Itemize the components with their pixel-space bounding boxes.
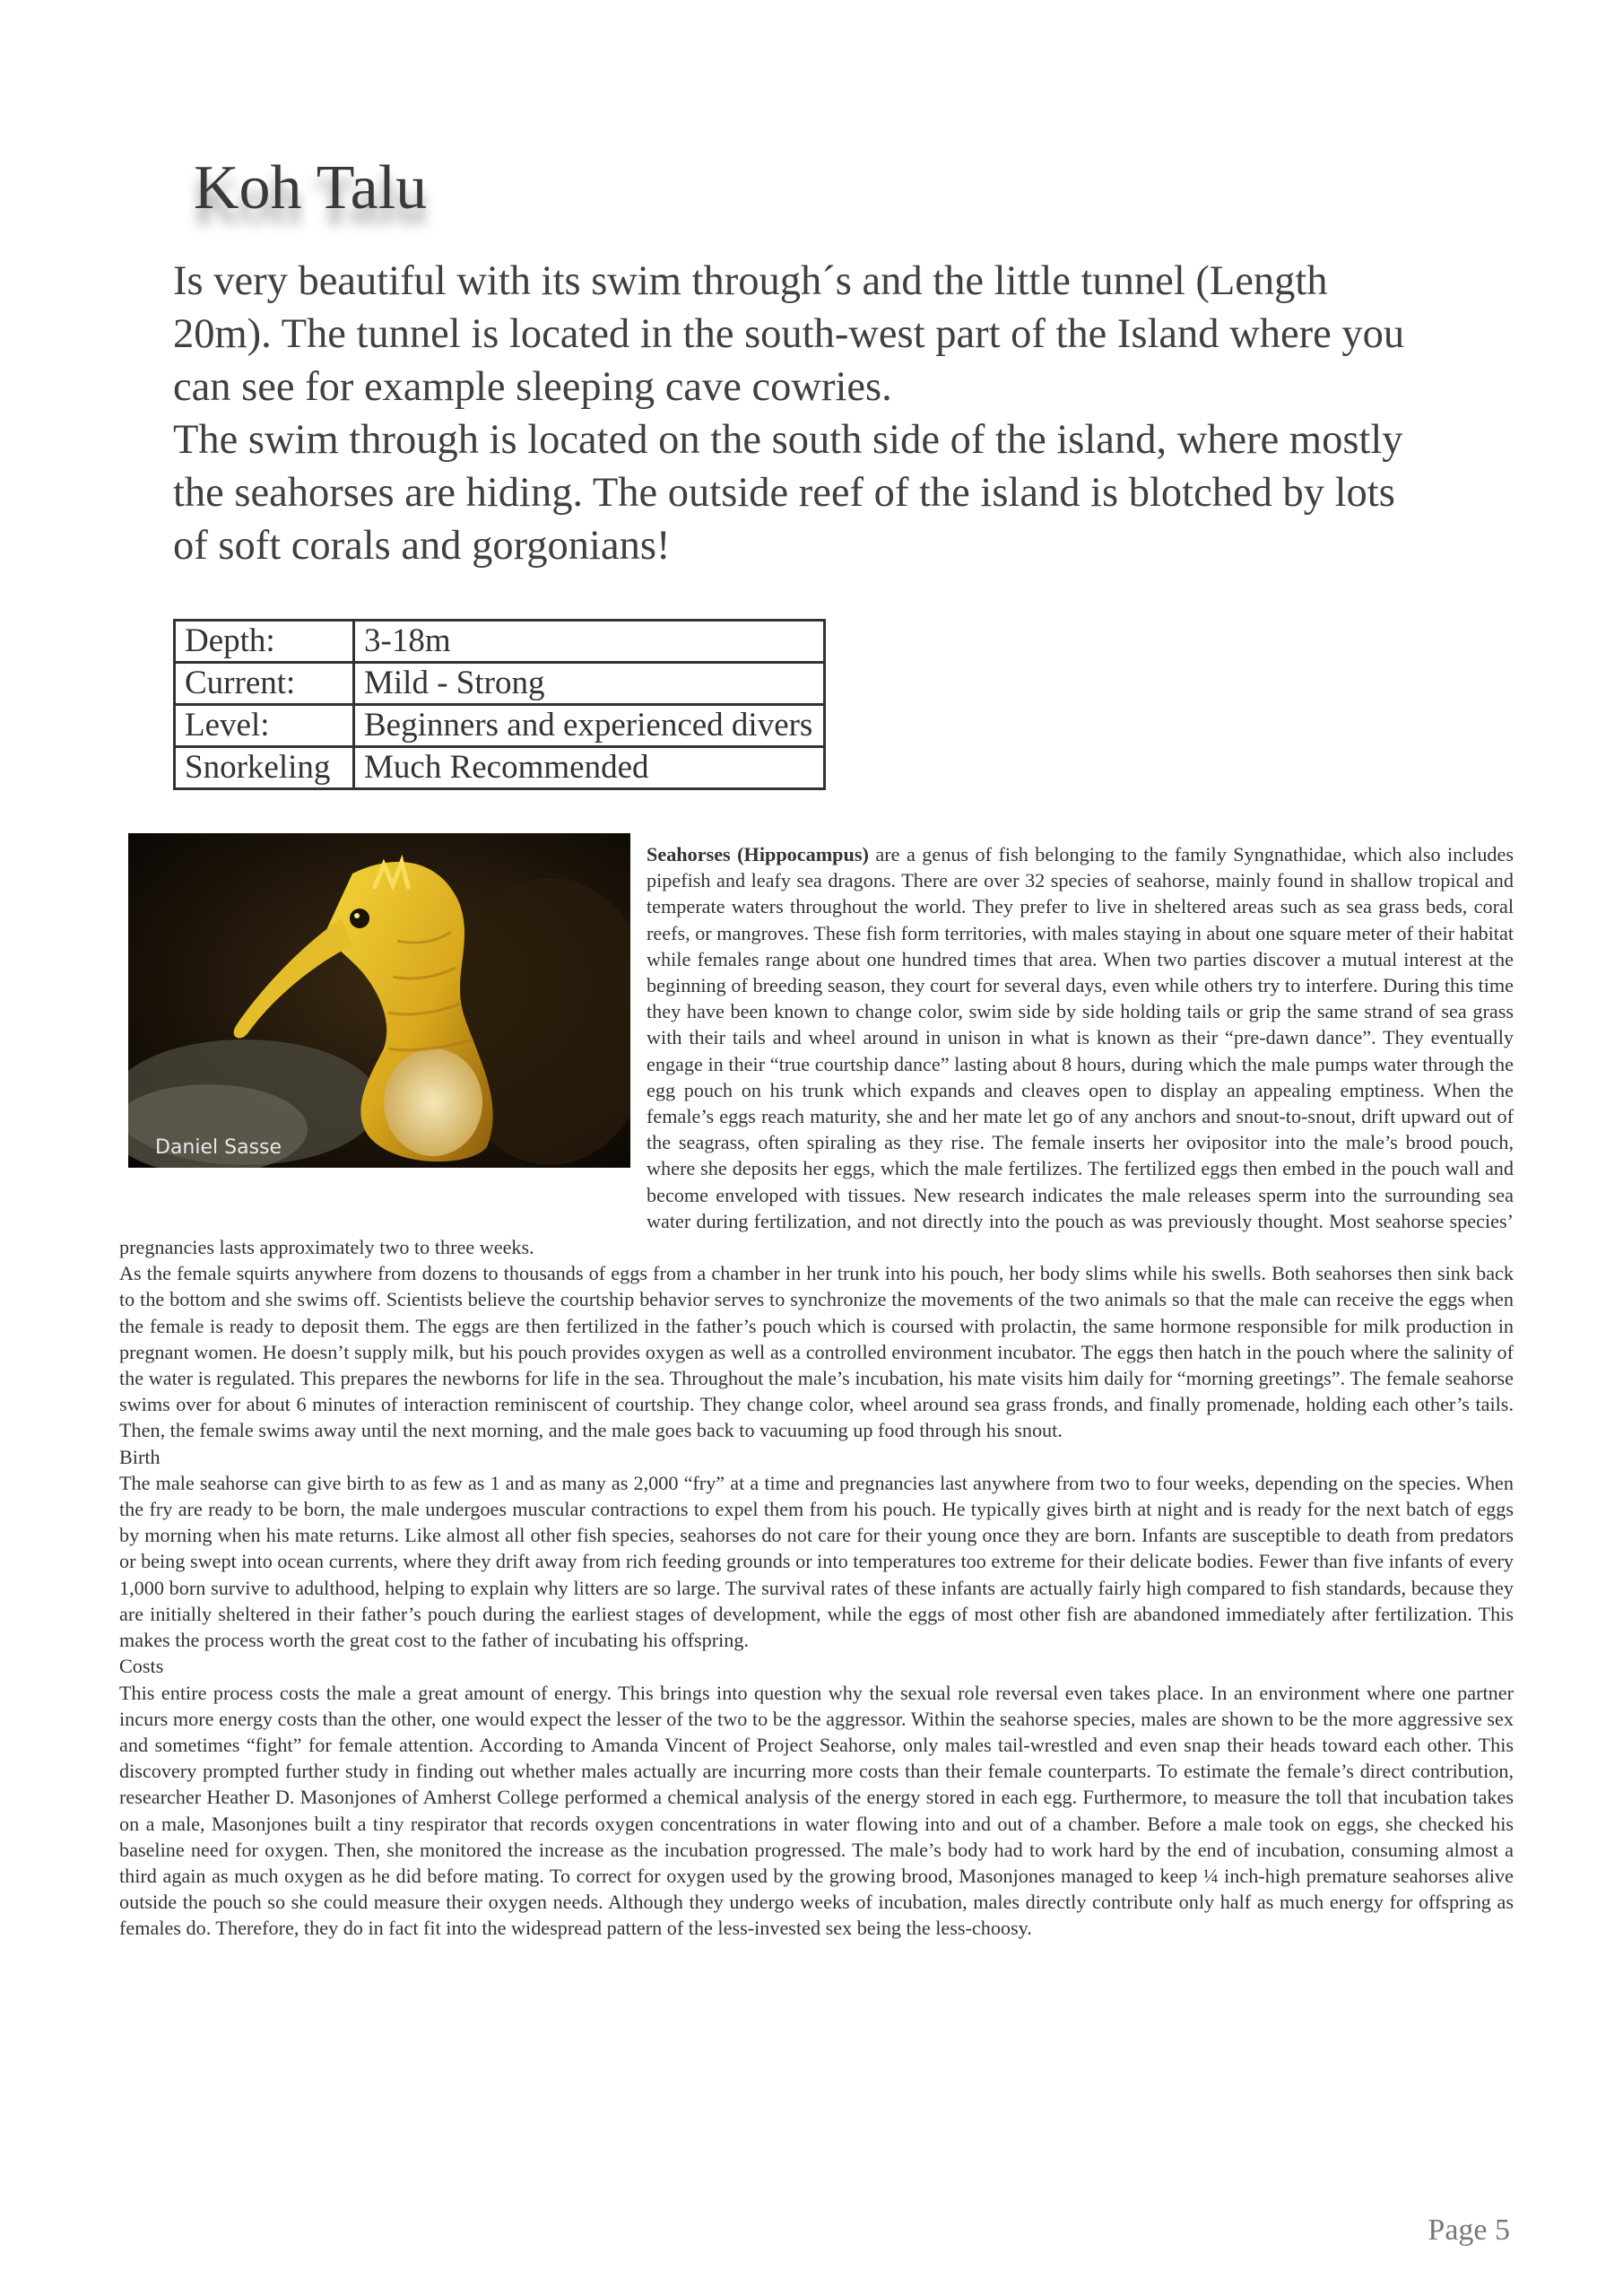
photo-wrap-space	[119, 841, 647, 1216]
dive-info-table	[173, 619, 826, 790]
info-value: 3-18m	[354, 621, 825, 663]
info-label: Level:	[175, 705, 354, 747]
info-label: Depth:	[175, 621, 354, 663]
intro-paragraph-2: The swim through is located on the south side of the island, where mostly the seahorses are hiding. The outside reef of the island is blotched by lots of soft corals and gorgonians!	[173, 417, 1403, 569]
info-row-level	[175, 705, 825, 747]
info-label: Snorkeling	[175, 747, 354, 789]
article-paragraph-4: This entire process costs the male a great amount of energy. This brings into question why the sexual role reversal even takes place. In an environment where one partner incurs more energy costs than the other, one would expect the lesser of the two to be the aggressor. Within the seahorse species, males are shown to be the more aggressive sex and sometimes “fight” for female attention. According to Amanda Vincent of Project Seahorse, only males tail-wrestled and even snap their heads toward each other. This discovery prompted further study in finding out whether males actually are incurring more costs than their female counterparts. To estimate the female’s direct contribution, researcher Heather D. Masonjones of Amherst College performed a chemical analysis of the energy stored in each egg. Furthermore, to measure the toll that incubation takes on a male, Masonjones built a tiny respirator that records oxygen concentrations in water flowing into and out of a chamber. Before a male took on eggs, she checked his baseline need for oxygen. Then, she monitored the increase as the incubation progressed. The male’s body had to work hard by the end of incubation, consuming almost a third again as much oxygen as he did before mating. To correct for oxygen used by the growing brood, Masonjones managed to keep ¼ inch-high premature seahorses alive outside the pouch so she could measure their oxygen needs. Although they undergo weeks of incubation, males directly contribute only half as much energy for offspring as females do. Therefore, they do in fact fit into the widespread pattern of the less-invested sex being the less-choosy.	[119, 1681, 1514, 1940]
article-lead-term: Seahorses (Hippocampus)	[647, 843, 869, 865]
article-paragraph-3: The male seahorse can give birth to as few as 1 and as many as 2,000 “fry” at a time and pregnancies last anywhere from two to four weeks, depending on the species. When the fry are ready to be born, the male undergoes muscular contractions to expel them from his pouch. He typically gives birth at night and is ready for the next batch of eggs by morning when his mate returns. Like almost all other fish species, seahorses do not care for their young once they are born. Infants are susceptible to death from predators or being swept into ocean currents, where they drift away from rich feeding grounds or into temperatures too extreme for their delicate bodies. Fewer than five infants of every 1,000 born survive to adulthood, helping to explain why litters are so large. The survival rates of these infants are actually fairly high compared to fish standards, because they are initially sheltered in their father’s pouch during the earliest stages of development, while the eggs of most other fish are abandoned immediately after fertilization. This makes the process worth the great cost to the father of incubating his offspring.	[119, 1471, 1514, 1652]
photo-credit: Daniel Sasse	[155, 1136, 282, 1159]
info-row-snorkeling	[175, 747, 825, 789]
article-paragraph-1-text: are a genus of fish belonging to the family Syngnathidae, which also includes pipefish and leafy sea dragons. There are over 32 species of seahorse, mainly found in shallow tropical and temperate waters throughout the world. They prefer to live in sheltered areas such as sea grass beds, coral reefs, or mangroves. These fish form territories, with males staying in about one square meter of their habitat while females range about one hundred times that area. When two parties discover a mutual interest at the beginning of breeding season, they court for several days, even while others try to interfere. During this time they have been known to change color, swim side by side holding tails or grip the same strand of sea grass with their tails and wheel around in unison in what is known as their “pre-dawn dance”. They eventually engage in their “true courtship dance” lasting about 8 hours, during which the male pumps water through the egg pouch on his trunk which expands and cleaves open to display an appealing emptiness. When the female’s eggs reach maturity, she and her mate let go of any anchors and snout-to-snout, drift upward out of the seagrass, often spiraling as they rise. The female inserts her ovipositor into the male’s brood pouch, where she deposits her eggs, which the male fertilizes. The fertilized eggs then embed in the pouch wall and become enveloped with tissues. New research indicates the male releases sperm into the surrounding sea water during fertilization, and not directly into the pouch as was previously thought. Most seahorse species’ pregnancies lasts approximately two to three weeks.	[119, 843, 1514, 1259]
article-body	[119, 841, 1514, 1942]
section-heading-birth: Birth	[119, 1445, 161, 1468]
article-paragraph-2: As the female squirts anywhere from dozens to thousands of eggs from a chamber in her trunk into his pouch, her body slims while his swells. Both seahorses then sink back to the bottom and she swims off. Scientists believe the courtship behavior serves to synchronize the movements of the two animals so that the male can receive the eggs when the female is ready to deposit them. The eggs are then fertilized in the father’s pouch which is coursed with prolactin, the same hormone responsible for milk production in pregnant women. He doesn’t supply milk, but his pouch provides oxygen as well as a controlled environment incubator. The eggs then hatch in the pouch where the salinity of the water is regulated. This prepares the newborns for life in the sea. Throughout the male’s incubation, his mate visits him daily for “morning greetings”. The female seahorse swims over for about 6 minutes of interaction reminiscent of courtship. They change color, wheel around sea grass fronds, and finally promenade, holding each other’s tails. Then, the female swims away until the next morning, and the male goes back to vacuuming up food through his snout.	[119, 1262, 1514, 1442]
info-value: Much Recommended	[354, 747, 825, 789]
info-row-current	[175, 663, 825, 705]
info-value: Beginners and experienced divers	[354, 705, 825, 747]
intro-text	[173, 255, 1428, 572]
info-row-depth	[175, 621, 825, 663]
page-title: Koh Talu	[194, 153, 428, 222]
intro-paragraph-1: Is very beautiful with its swim through´s and the little tunnel (Length 20m). The tunnel is located in the south-west part of the Island where you can see for example sleeping cave cowries.	[173, 258, 1405, 410]
info-value: Mild - Strong	[354, 663, 825, 705]
page-number: Page 5	[1428, 2213, 1510, 2247]
info-label: Current:	[175, 663, 354, 705]
section-heading-costs: Costs	[119, 1655, 164, 1678]
